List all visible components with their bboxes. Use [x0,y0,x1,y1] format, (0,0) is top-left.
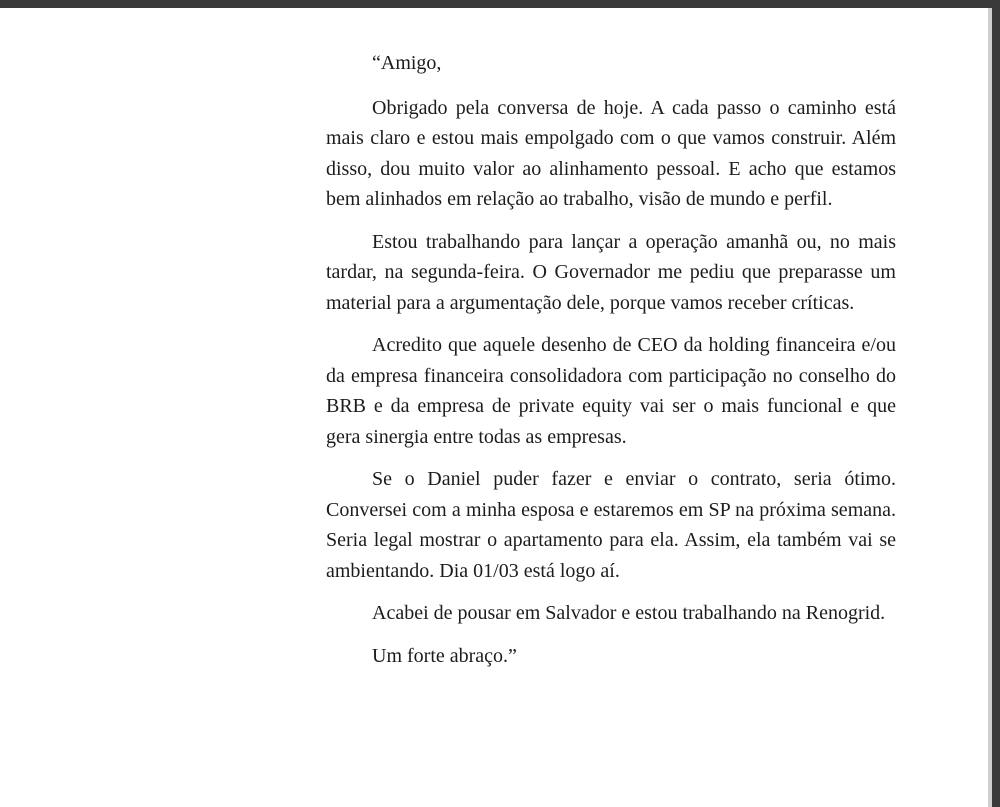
letter-greeting: “Amigo, [372,52,442,74]
letter-paragraph: Acredito que aquele desenho de CEO da holding financeira e/ou da empresa financeira consolidadora com participação no conselho do BRB e da empresa de private equity vai ser o mais funcional e que gera sinergia entre todas as empresas. [326,334,896,448]
letter-paragraph: Se o Daniel puder fazer e enviar o contrato, seria ótimo. Conversei com a minha esposa e estaremos em SP na próxima semana. Seria legal mostrar o apartamento para ela. Assim, ela também vai se ambientando. Dia 01/03 está logo aí. [326,468,896,582]
letter-paragraph: Acabei de pousar em Salvador e estou trabalhando na Renogrid. [372,602,886,624]
letter-body [326,48,896,683]
viewer-top-bar [0,0,1000,8]
page-shadow-edge [988,0,992,807]
letter-paragraph: Estou trabalhando para lançar a operação amanhã ou, no mais tardar, na segunda-feira. O Governador me pediu que preparasse um material para a argumentação dele, porque vamos receber críticas. [326,230,896,314]
letter-paragraph: Obrigado pela conversa de hoje. A cada passo o caminho está mais claro e estou mais empolgado com o que vamos construir. Além disso, dou muito valor ao alinhamento pessoal. E acho que estamos bem alinhados em relação ao trabalho, visão de mundo e perfil. [326,96,896,210]
letter-closing: Um forte abraço.” [372,644,517,667]
